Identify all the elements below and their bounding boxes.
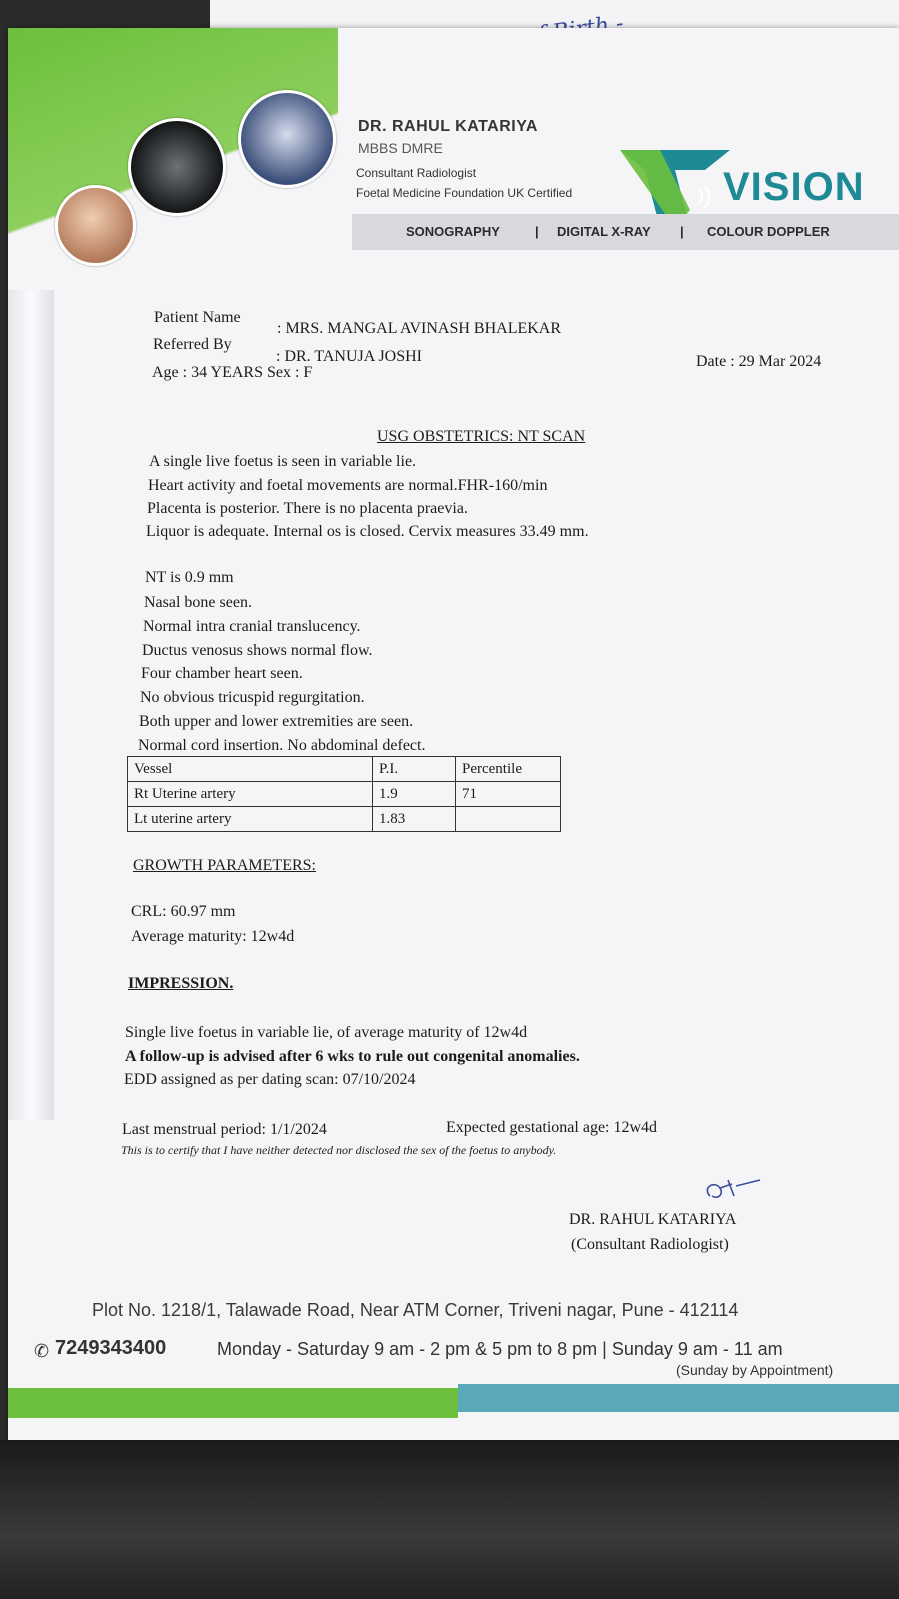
finding-line: Normal cord insertion. No abdominal defect.: [138, 737, 426, 754]
certification-statement: This is to certify that I have neither detected nor disclosed the sex of the foetus to anybody.: [121, 1143, 557, 1157]
services-bar: [352, 214, 899, 250]
appointment-note: (Sunday by Appointment): [676, 1362, 834, 1378]
expected-gestational-age: Expected gestational age: 12w4d: [446, 1119, 658, 1136]
xray-photo: [238, 90, 336, 188]
nt-measurement: NT is 0.9 mm: [145, 569, 234, 586]
footer-green-band: [8, 1388, 458, 1418]
table-header-row: [128, 757, 561, 782]
finding-line: Four chamber heart seen.: [141, 665, 303, 682]
file-binding: [8, 290, 54, 1120]
background-surface: [0, 1440, 899, 1599]
footer-teal-band: [458, 1384, 899, 1412]
lmp-line: Last menstrual period: 1/1/2024: [122, 1121, 327, 1138]
finding-line: Ductus venosus shows normal flow.: [142, 642, 373, 659]
edd-line: EDD assigned as per dating scan: 07/10/2024: [124, 1071, 416, 1088]
finding-line: Both upper and lower extremities are seen.: [139, 713, 414, 730]
finding-line: Nasal bone seen.: [144, 594, 252, 611]
doctor-role: Consultant Radiologist: [356, 166, 477, 180]
age-sex: Age : 34 YEARS Sex : F: [152, 364, 313, 381]
table-cell: Lt uterine artery: [128, 807, 373, 832]
patient-name-label: Patient Name: [154, 309, 241, 326]
service-doppler: COLOUR DOPPLER: [707, 224, 830, 239]
finding-line: Liquor is adequate. Internal os is closed. Cervix measures 33.49 mm.: [146, 523, 589, 540]
follow-up-advice: A follow-up is advised after 6 wks to rule out congenital anomalies.: [125, 1048, 580, 1065]
finding-line: Heart activity and foetal movements are normal.FHR-160/min: [148, 477, 548, 494]
patient-name-value: : MRS. MANGAL AVINASH BHALEKAR: [277, 320, 562, 337]
table-header: P.I.: [373, 757, 456, 782]
doctor-degrees: MBBS DMRE: [358, 140, 443, 156]
table-cell: 1.83: [373, 807, 456, 832]
clinic-hours: Monday - Saturday 9 am - 2 pm & 5 pm to 8 pm | Sunday 9 am - 11 am: [217, 1339, 783, 1359]
service-separator: |: [535, 224, 539, 239]
table-cell: [456, 807, 561, 832]
table-cell: 1.9: [373, 782, 456, 807]
average-maturity: Average maturity: 12w4d: [131, 928, 295, 945]
logo-wordmark: VISION: [723, 165, 865, 209]
doppler-table: [127, 756, 561, 832]
report-date: Date : 29 Mar 2024: [696, 353, 822, 370]
service-separator: |: [680, 224, 684, 239]
referred-by-value: : DR. TANUJA JOSHI: [276, 348, 422, 365]
signatory-name: DR. RAHUL KATARIYA: [569, 1211, 737, 1228]
service-sonography: SONOGRAPHY: [406, 224, 500, 239]
signatory-title: (Consultant Radiologist): [571, 1236, 729, 1253]
finding-line: Placenta is posterior. There is no placenta praevia.: [147, 500, 468, 517]
finding-line: Normal intra cranial translucency.: [143, 618, 361, 635]
clinic-address: Plot No. 1218/1, Talawade Road, Near ATM Corner, Triveni nagar, Pune - 412114: [92, 1300, 739, 1320]
impression-heading: IMPRESSION.: [128, 975, 234, 992]
baby-photo: [55, 185, 136, 266]
ultrasound-photo: [128, 118, 226, 216]
impression-line: Single live foetus in variable lie, of average maturity of 12w4d: [125, 1024, 528, 1041]
doctor-name: DR. RAHUL KATARIYA: [358, 118, 538, 135]
table-header: Vessel: [128, 757, 373, 782]
referred-by-label: Referred By: [153, 336, 232, 353]
report-title: USG OBSTETRICS: NT SCAN: [377, 428, 586, 445]
finding-line: A single live foetus is seen in variable lie.: [149, 453, 417, 470]
growth-heading: GROWTH PARAMETERS:: [133, 857, 316, 874]
clinic-phone: 7249343400: [55, 1337, 167, 1359]
doctor-certification: Foetal Medicine Foundation UK Certified: [356, 186, 573, 200]
signature: [700, 1176, 770, 1206]
finding-line: No obvious tricuspid regurgitation.: [140, 689, 365, 706]
crl-value: CRL: 60.97 mm: [131, 903, 236, 920]
table-cell: Rt Uterine artery: [128, 782, 373, 807]
service-xray: DIGITAL X-RAY: [557, 224, 651, 239]
table-row: [128, 807, 561, 832]
table-header: Percentile: [456, 757, 561, 782]
table-cell: 71: [456, 782, 561, 807]
table-row: [128, 782, 561, 807]
phone-icon: ✆: [34, 1341, 50, 1361]
